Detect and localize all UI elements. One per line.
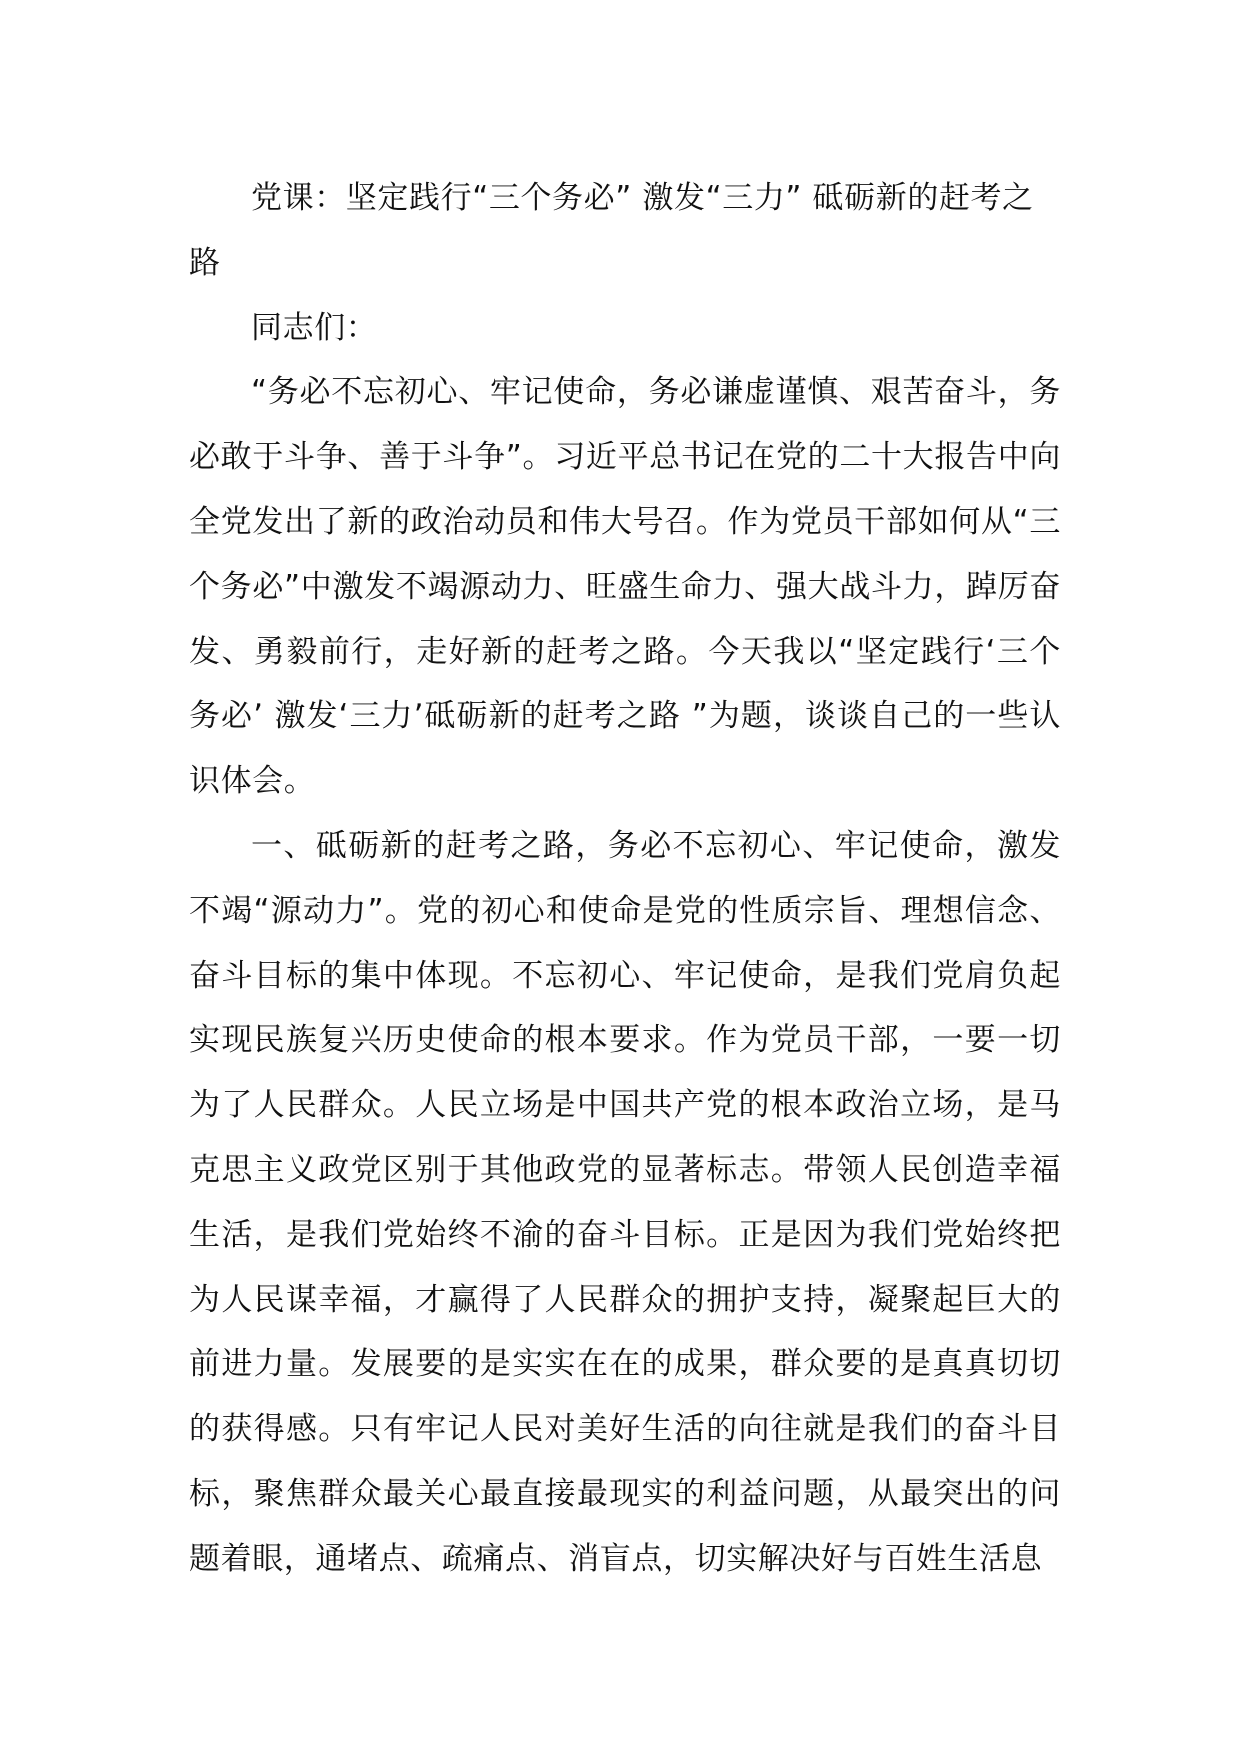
paragraph-intro: “务必不忘初心、牢记使命，务必谦虚谨慎、艰苦奋斗，务必敢于斗争、善于斗争”。习近平总书记在党的二十大报告中向全党发出了新的政治动员和伟大号召。作为党员干部如何从“三个务必”中激发不竭源动力、旺盛生命力、强大战斗力，踔厉奋发、勇毅前行，走好新的赶考之路。今天我以“坚定践行‘三个务必’ 激发‘三力’砥砺新的赶考之路 ”为题，谈谈自己的一些认识体会。 [189, 374, 1061, 800]
paragraph-section-one: 一、砥砺新的赶考之路，务必不忘初心、牢记使命，激发不竭“源动力”。党的初心和使命是党的性质宗旨、理想信念、奋斗目标的集中体现。不忘初心、牢记使命，是我们党肩负起实现民族复兴历史使命的根本要求。作为党员干部，一要一切为了人民群众。人民立场是中国共产党的根本政治立场，是马克思主义政党区别于其他政党的显著标志。带领人民创造幸福生活，是我们党始终不渝的奋斗目标。正是因为我们党始终把为人民谋幸福，才赢得了人民群众的拥护支持，凝聚起巨大的前进力量。发展要的是实实在在的成果，群众要的是真真切切的获得感。只有牢记人民对美好生活的向往就是我们的奋斗目标，聚焦群众最关心最直接最现实的利益问题，从最突出的问题着眼，通堵点、疏痛点、消盲点，切实解决好与百姓生活息 [189, 827, 1061, 1577]
document-page [189, 166, 1061, 1626]
document-title: 党课：坚定践行“三个务必” 激发“三力” 砥砺新的赶考之路 [189, 180, 1034, 281]
greeting: 同志们： [251, 309, 378, 346]
